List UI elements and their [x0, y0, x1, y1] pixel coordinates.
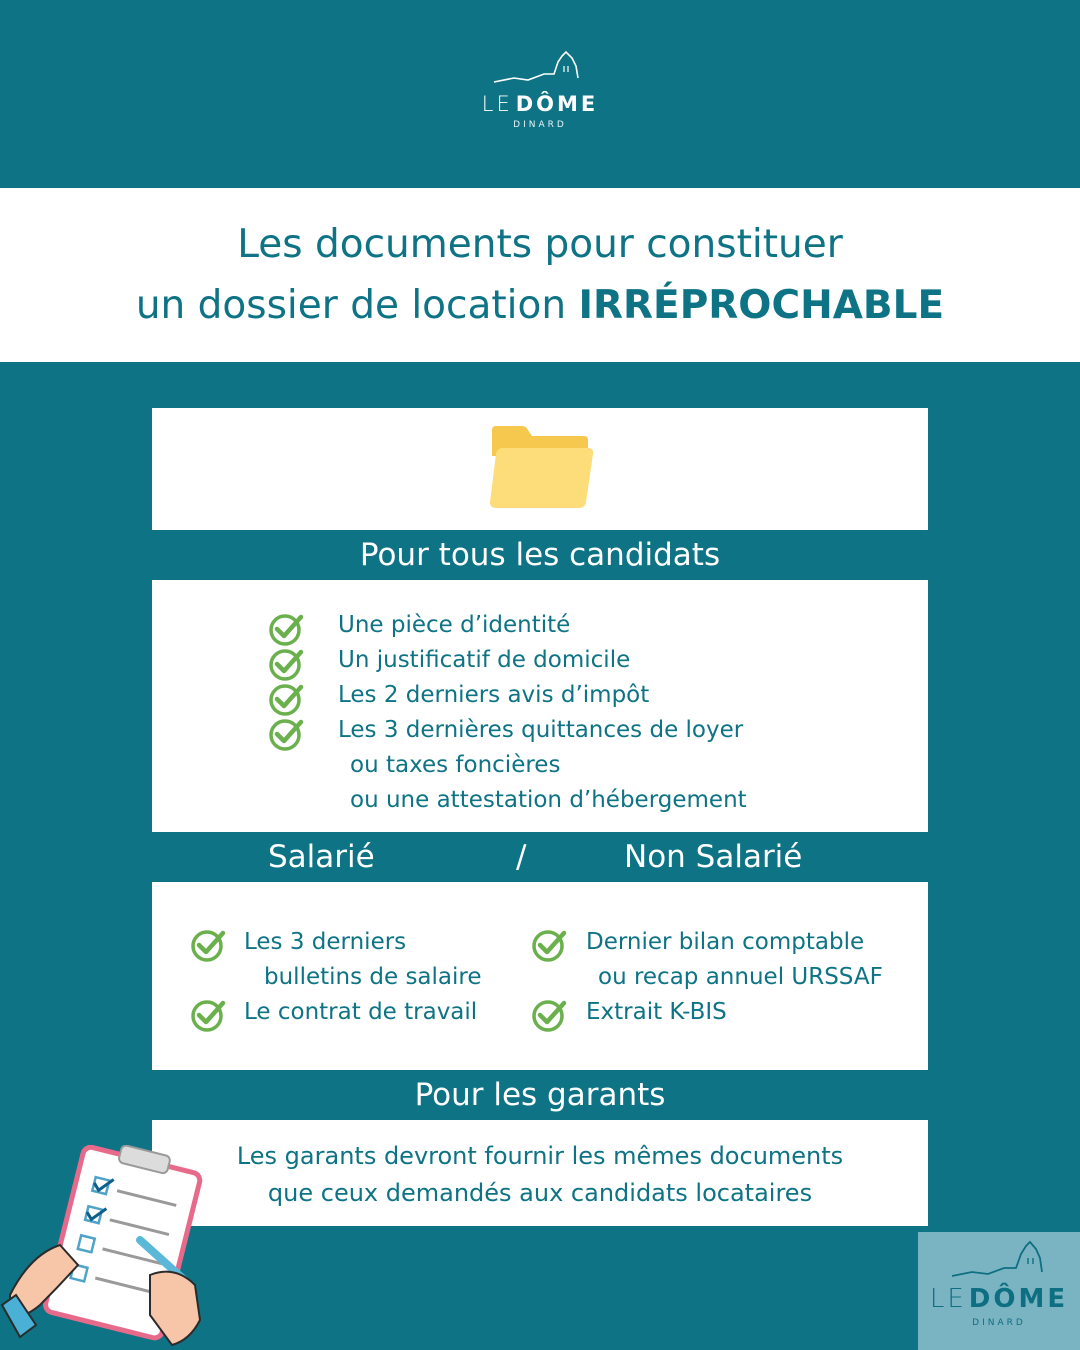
salaried-heading: Salarié: [268, 839, 375, 875]
clipboard-illustration: [0, 1145, 220, 1350]
title-band: [0, 188, 1080, 362]
page-title-line1: Les documents pour constituer: [237, 222, 843, 267]
brand-name-bold: DÔME: [968, 1284, 1069, 1314]
guarantors-line2: que ceux demandés aux candidats locataires: [267, 1179, 813, 1207]
brand-logo-bottom: [918, 1232, 1080, 1350]
page-title-line2-regular: un dossier de location: [135, 283, 579, 328]
list-item: Une pièce d’identité: [338, 612, 571, 638]
check-icon: [531, 927, 567, 963]
heading-separator: /: [516, 839, 527, 875]
brand-name-light: LE: [481, 92, 513, 116]
check-icon: [190, 997, 226, 1033]
page-title-line2: [0, 283, 1080, 328]
check-icon: [268, 611, 304, 647]
guarantors-line1: Les garants devront fournir les mêmes documents: [236, 1142, 844, 1170]
non-salaried-item: ou recap annuel URSSAF: [598, 964, 883, 990]
list-item: ou taxes foncières: [350, 752, 561, 778]
list-item: Un justificatif de domicile: [338, 647, 631, 673]
non-salaried-heading: Non Salarié: [624, 839, 803, 875]
guarantors-heading: Pour les garants: [152, 1070, 928, 1120]
brand-location: DINARD: [513, 120, 567, 130]
salaried-item: bulletins de salaire: [264, 964, 482, 990]
check-icon: [190, 927, 226, 963]
salaried-item: Les 3 derniers: [244, 929, 407, 955]
list-item: Les 3 dernières quittances de loyer: [338, 717, 744, 743]
list-item: ou une attestation d’hébergement: [350, 787, 747, 813]
non-salaried-item: Dernier bilan comptable: [586, 929, 865, 955]
brand-logo-top: [0, 48, 1080, 130]
check-icon: [531, 997, 567, 1033]
folder-icon: [488, 426, 594, 508]
dome-logo-icon: [944, 1236, 1054, 1282]
brand-location: DINARD: [972, 1318, 1026, 1328]
all-candidates-heading: Pour tous les candidats: [152, 530, 928, 580]
check-icon: [268, 716, 304, 752]
brand-name-bold: DÔME: [515, 92, 599, 116]
check-icon: [268, 681, 304, 717]
documents-card: [152, 408, 928, 1226]
brand-name-light: LE: [929, 1284, 967, 1314]
list-item: Les 2 derniers avis d’impôt: [338, 682, 650, 708]
dome-logo-icon: [492, 48, 588, 86]
non-salaried-item: Extrait K-BIS: [586, 999, 727, 1025]
employment-heading: [152, 832, 928, 882]
guarantors-text: [152, 1138, 928, 1212]
check-icon: [268, 646, 304, 682]
page-title-highlight: IRRÉPROCHABLE: [578, 283, 945, 328]
salaried-item: Le contrat de travail: [244, 999, 478, 1025]
